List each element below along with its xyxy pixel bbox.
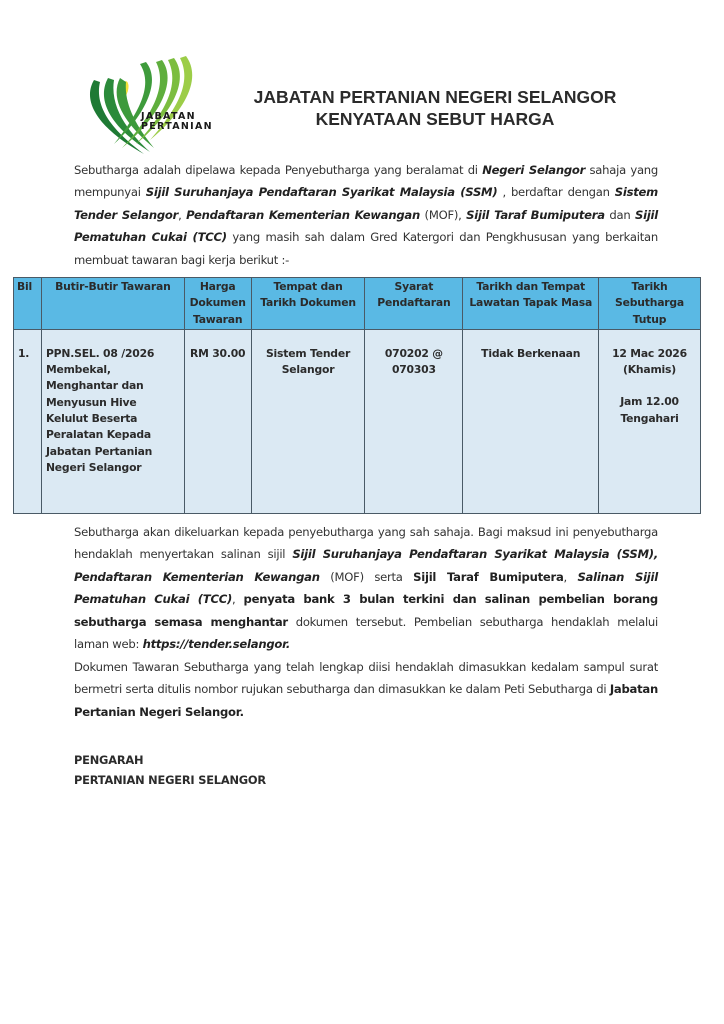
cell-lawatan: Tidak Berkenaan: [463, 329, 599, 513]
column-header-butir: Butir-Butir Tawaran: [41, 278, 184, 330]
signature-block: [74, 750, 266, 790]
requirements-text: (MOF) serta: [319, 569, 414, 584]
intro-emphasis: Sijil Taraf Bumiputera: [466, 207, 605, 222]
closing-period: Tengahari: [620, 411, 679, 425]
closing-day: (Khamis): [623, 363, 677, 377]
intro-text: Sebutharga adalah dipelawa kepada Penyebutharga yang beralamat di: [74, 163, 483, 177]
intro-emphasis: Sistem Tender Selangor: [74, 185, 658, 222]
intro-emphasis: Sijil Pematuhan Cukai (TCC): [74, 207, 658, 245]
tender-description: Membekal, Menghantar dan Menyusun Hive Kelulut Beserta Peralatan Kepada Jabatan Pertanian Negeri Selangor: [45, 363, 153, 474]
closing-time: Jam 12.00: [620, 395, 679, 409]
cell-tutup: [599, 329, 701, 513]
logo-text-line1: JABATAN: [141, 111, 196, 122]
requirements-emphasis: Salinan Sijil Pematuhan Cukai (TCC): [74, 569, 658, 607]
intro-text: dan: [604, 207, 635, 222]
closing-date: 12 Mac 2026: [612, 346, 687, 360]
cell-butir: [41, 329, 184, 513]
cell-bil: 1.: [14, 329, 42, 513]
requirements-emphasis: Sijil Suruhanjaya Pendaftaran Syarikat Malaysia (SSM), Pendaftaran Kementerian Kewangan: [74, 547, 658, 584]
cell-tempat: Sistem Tender Selangor: [251, 329, 365, 513]
intro-text: yang masih sah dalam Gred Katergori dan Pengkhususan yang berkaitan membuat tawaran bagi kerja berikut :-: [74, 230, 658, 267]
requirements-bold: penyata bank 3 bulan terkini dan salinan pembelian borang sebutharga semasa menghantar: [74, 592, 658, 629]
intro-text: ,: [178, 207, 187, 222]
column-header-syarat: Syarat Pendaftaran: [365, 278, 463, 330]
cell-harga: RM 30.00: [184, 329, 251, 513]
submission-text: Dokumen Tawaran Sebutharga yang telah lengkap diisi hendaklah dimasukkan kedalam sampul surat bermetri serta ditulis nombor rujukan sebutharga dan dimasukkan ke dalam Peti Sebutharga di: [74, 660, 658, 697]
title-line-department: JABATAN PERTANIAN NEGERI SELANGOR: [253, 87, 617, 107]
intro-text: , berdaftar dengan: [497, 185, 615, 200]
column-header-harga: Harga Dokumen Tawaran: [184, 278, 251, 330]
intro-text: sahaja yang mempunyai: [74, 163, 659, 200]
column-header-tempat: Tempat dan Tarikh Dokumen: [251, 278, 365, 330]
requirements-text: ,: [563, 569, 578, 584]
page-title: [200, 86, 670, 130]
logo-text-line2: PERTANIAN: [141, 121, 213, 132]
syarat-code-1: 070202 @: [384, 346, 443, 360]
intro-emphasis: Sijil Suruhanjaya Pendaftaran Syarikat Malaysia (SSM): [145, 185, 498, 200]
tender-website-link[interactable]: https://tender.selangor.: [142, 637, 291, 652]
syarat-code-2: 070303: [391, 363, 436, 377]
tender-table: [13, 277, 701, 514]
table-row: [14, 329, 701, 513]
intro-emphasis: Negeri Selangor: [482, 163, 586, 177]
column-header-lawatan: Tarikh dan Tempat Lawatan Tapak Masa: [463, 278, 599, 330]
title-line-notice: KENYATAAN SEBUT HARGA: [315, 109, 555, 129]
intro-text: (MOF),: [420, 207, 467, 222]
requirements-text: Sebutharga akan dikeluarkan kepada penyebutharga yang sah sahaja. Bagi maksud ini penyebutharga hendaklah menyertakan salinan sijil: [74, 525, 658, 562]
column-header-tutup: Tarikh Sebutharga Tutup: [599, 278, 701, 330]
table-header-row: [14, 278, 701, 330]
submission-bold: Jabatan Pertanian Negeri Selangor.: [74, 682, 658, 719]
column-header-bil: Bil: [14, 278, 42, 330]
requirements-text: ,: [232, 592, 244, 607]
cell-syarat: [365, 329, 463, 513]
requirements-text: dokumen tersebut. Pembelian sebutharga hendaklah melalui laman web:: [74, 614, 659, 652]
tender-reference: PPN.SEL. 08 /2026: [45, 346, 155, 360]
submission-paragraph: [74, 656, 658, 723]
intro-paragraph: [74, 159, 658, 271]
intro-emphasis: Pendaftaran Kementerian Kewangan: [186, 207, 420, 222]
requirements-paragraph: [74, 521, 658, 655]
signature-department: PERTANIAN NEGERI SELANGOR: [74, 773, 266, 787]
requirements-bold: Sijil Taraf Bumiputera: [413, 569, 564, 584]
signature-title: PENGARAH: [74, 753, 144, 767]
